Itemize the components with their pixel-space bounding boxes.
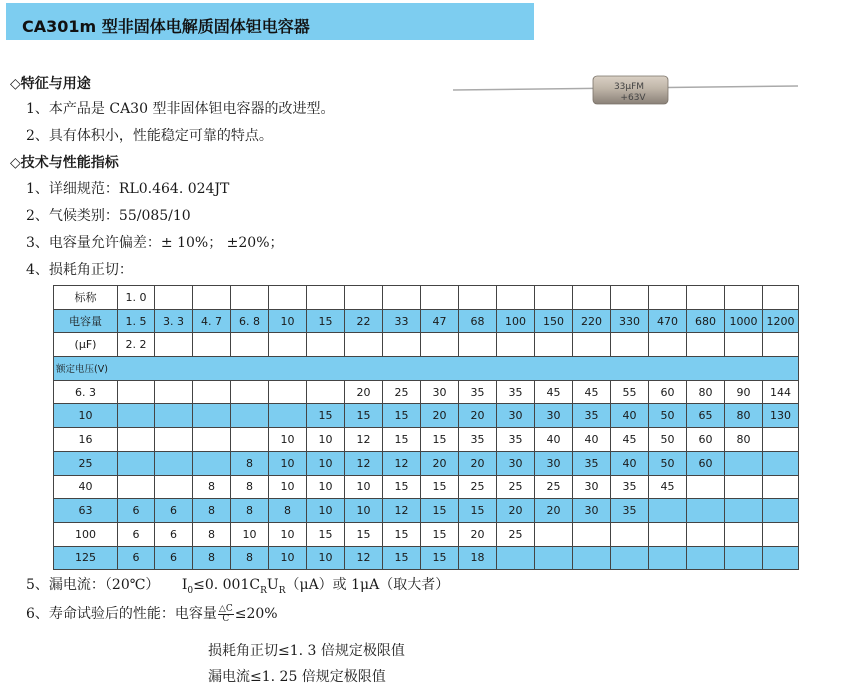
table-row — [54, 428, 799, 452]
table-cell: 8 — [231, 475, 269, 499]
table-cell: 1200 — [763, 309, 799, 333]
table-cell: 30 — [421, 380, 459, 404]
table-cell — [155, 404, 193, 428]
table-cell — [231, 333, 269, 357]
table-cell: 35 — [459, 428, 497, 452]
table-cell: 45 — [649, 475, 687, 499]
table-cell — [763, 475, 799, 499]
table-cell — [118, 475, 155, 499]
table-cell: 10 — [307, 546, 345, 570]
table-cell — [687, 286, 725, 310]
leakage-line — [26, 574, 449, 596]
table-cell: 4. 7 — [193, 309, 231, 333]
table-cell: 40 — [573, 428, 611, 452]
table-cell: 80 — [725, 428, 763, 452]
table-cell: 6. 8 — [231, 309, 269, 333]
table-cell — [193, 380, 231, 404]
table-cell: 35 — [497, 428, 535, 452]
table-cell — [307, 286, 345, 310]
dissipation-factor-table — [53, 285, 799, 570]
table-cell: 125 — [54, 546, 118, 570]
table-cell — [725, 333, 763, 357]
table-row — [54, 499, 799, 523]
table-cell — [345, 333, 383, 357]
table-cell: 25 — [497, 522, 535, 546]
table-cell: 80 — [687, 380, 725, 404]
feature-line-2: 2、具有体积小，性能稳定可靠的特点。 — [26, 128, 273, 144]
table-cell: 标称 — [54, 286, 118, 310]
table-cell: 1. 0 — [118, 286, 155, 310]
table-cell — [687, 522, 725, 546]
table-cell — [573, 333, 611, 357]
table-cell: 6 — [155, 546, 193, 570]
table-cell: 30 — [535, 404, 573, 428]
table-cell — [649, 522, 687, 546]
table-cell — [118, 428, 155, 452]
table-cell — [421, 333, 459, 357]
table-cell — [459, 286, 497, 310]
table-cell — [155, 286, 193, 310]
table-cell — [155, 380, 193, 404]
table-cell: 33 — [383, 309, 421, 333]
table-cell: 6 — [155, 522, 193, 546]
table-cell: 68 — [459, 309, 497, 333]
table-cell: 15 — [421, 428, 459, 452]
table-cell: 电容量 — [54, 309, 118, 333]
table-cell: 10 — [54, 404, 118, 428]
table-cell: 30 — [497, 404, 535, 428]
table-cell: 3. 3 — [155, 309, 193, 333]
table-cell — [649, 499, 687, 523]
life-leakage-line: 漏电流≤1. 25 倍规定极限值 — [208, 669, 386, 685]
table-cell — [687, 475, 725, 499]
table-cell: 8 — [231, 451, 269, 475]
table-row — [54, 522, 799, 546]
table-cell — [725, 451, 763, 475]
table-cell: 8 — [269, 499, 307, 523]
table-cell: 8 — [231, 499, 269, 523]
tech-heading: ◇技术与性能指标 — [10, 155, 119, 171]
table-cell: 12 — [345, 546, 383, 570]
table-cell: 40 — [611, 404, 649, 428]
table-cell — [193, 333, 231, 357]
table-cell: 20 — [459, 522, 497, 546]
table-cell — [155, 475, 193, 499]
table-cell: 6 — [118, 546, 155, 570]
table-cell: 35 — [573, 451, 611, 475]
table-row — [54, 404, 799, 428]
table-cell: 30 — [535, 451, 573, 475]
table-cell — [687, 333, 725, 357]
table-cell: 35 — [497, 380, 535, 404]
table-cell: 16 — [54, 428, 118, 452]
table-row — [54, 451, 799, 475]
table-cell: (μF) — [54, 333, 118, 357]
table-cell — [649, 333, 687, 357]
table-cell — [763, 522, 799, 546]
table-cell — [269, 380, 307, 404]
table-cell: 1000 — [725, 309, 763, 333]
table-cell: 100 — [54, 522, 118, 546]
table-cell — [459, 333, 497, 357]
table-cell: 90 — [725, 380, 763, 404]
table-cell: 10 — [307, 451, 345, 475]
table-cell: 15 — [307, 309, 345, 333]
table-cell: 15 — [345, 522, 383, 546]
table-cell: 8 — [193, 475, 231, 499]
table-cell — [535, 333, 573, 357]
table-cell: 25 — [535, 475, 573, 499]
table-cell: 60 — [687, 428, 725, 452]
table-row — [54, 475, 799, 499]
table-cell — [345, 286, 383, 310]
feature-line-1: 1、本产品是 CA30 型非固体钽电容器的改进型。 — [26, 101, 335, 117]
table-cell: 63 — [54, 499, 118, 523]
table-cell: 20 — [459, 451, 497, 475]
table-cell: 8 — [193, 499, 231, 523]
table-cell: 10 — [269, 309, 307, 333]
table-cell — [497, 333, 535, 357]
table-cell: 40 — [54, 475, 118, 499]
table-cell: 1. 5 — [118, 309, 155, 333]
capacitor-label-1: 33μFM — [613, 82, 645, 92]
table-cell — [763, 451, 799, 475]
table-cell: 15 — [307, 404, 345, 428]
table-cell — [269, 286, 307, 310]
table-cell — [118, 451, 155, 475]
tech-line-2: 2、气候类别：55/085/10 — [26, 208, 191, 224]
cap-header-row-3 — [54, 333, 799, 357]
table-cell: 65 — [687, 404, 725, 428]
table-cell: 25 — [54, 451, 118, 475]
table-cell: 20 — [459, 404, 497, 428]
table-cell: 330 — [611, 309, 649, 333]
table-cell — [687, 546, 725, 570]
table-cell: 15 — [383, 522, 421, 546]
table-cell: 680 — [687, 309, 725, 333]
table-cell — [763, 333, 799, 357]
life-label: 6、寿命试验后的性能：电容量 — [26, 606, 217, 622]
table-cell: 12 — [383, 451, 421, 475]
table-cell — [231, 404, 269, 428]
table-cell — [231, 286, 269, 310]
table-cell: 6 — [118, 522, 155, 546]
tech-line-4: 4、损耗角正切： — [26, 262, 133, 278]
table-cell: 20 — [345, 380, 383, 404]
table-cell — [725, 522, 763, 546]
table-cell: 2. 2 — [118, 333, 155, 357]
table-cell — [118, 404, 155, 428]
table-cell: 470 — [649, 309, 687, 333]
table-cell: 15 — [421, 522, 459, 546]
table-cell: 130 — [763, 404, 799, 428]
table-cell — [687, 499, 725, 523]
table-cell — [611, 286, 649, 310]
table-cell: 20 — [535, 499, 573, 523]
table-cell — [763, 546, 799, 570]
table-cell — [231, 428, 269, 452]
table-cell: 20 — [497, 499, 535, 523]
table-cell — [611, 522, 649, 546]
table-cell: 10 — [231, 522, 269, 546]
table-cell: 50 — [649, 428, 687, 452]
table-cell: 144 — [763, 380, 799, 404]
table-cell — [725, 499, 763, 523]
table-cell: 150 — [535, 309, 573, 333]
page-title: CA301m 型非固体电解质固体钽电容器 — [22, 17, 310, 36]
table-cell: 8 — [193, 546, 231, 570]
tech-line-3: 3、电容量允许偏差：± 10%； ±20%； — [26, 235, 284, 251]
table-row — [54, 546, 799, 570]
table-cell: 35 — [611, 499, 649, 523]
table-cell: 10 — [269, 522, 307, 546]
table-cell — [763, 428, 799, 452]
table-cell — [118, 380, 155, 404]
table-cell — [611, 546, 649, 570]
table-cell — [725, 475, 763, 499]
delta-c-fraction: $\frac{\triangle C}{C}$ — [218, 603, 233, 624]
tech-line-1: 1、详细规范：RL0.464. 024JT — [26, 181, 230, 197]
table-cell — [383, 333, 421, 357]
table-cell — [193, 428, 231, 452]
table-cell: 47 — [421, 309, 459, 333]
cap-header-row-1 — [54, 286, 799, 310]
table-cell: 6 — [118, 499, 155, 523]
table-cell: 45 — [573, 380, 611, 404]
table-cell: 25 — [459, 475, 497, 499]
voltage-header-row — [54, 357, 799, 381]
table-cell: 50 — [649, 451, 687, 475]
table-cell: 15 — [459, 499, 497, 523]
table-cell: 15 — [383, 475, 421, 499]
table-cell: 12 — [383, 499, 421, 523]
table-cell: 10 — [269, 546, 307, 570]
table-cell — [535, 522, 573, 546]
table-cell — [573, 546, 611, 570]
table-cell: 10 — [269, 428, 307, 452]
table-cell: 15 — [421, 475, 459, 499]
table-cell: 15 — [421, 499, 459, 523]
table-cell: 40 — [535, 428, 573, 452]
table-cell: 80 — [725, 404, 763, 428]
table-cell: 60 — [649, 380, 687, 404]
table-cell — [535, 546, 573, 570]
table-cell — [193, 286, 231, 310]
table-cell: 50 — [649, 404, 687, 428]
table-cell: 15 — [421, 546, 459, 570]
table-cell — [155, 428, 193, 452]
cap-header-row-2 — [54, 309, 799, 333]
table-cell: 15 — [307, 522, 345, 546]
table-cell: 220 — [573, 309, 611, 333]
capacitor-label-2: +63V — [620, 93, 646, 103]
table-cell: 12 — [345, 451, 383, 475]
life-line: 6、寿命试验后的性能：电容量 $\frac{\triangle C}{C}$ ≤20% — [26, 603, 278, 624]
life-dissipation-line: 损耗角正切≤1. 3 倍规定极限值 — [208, 643, 405, 659]
table-cell — [269, 404, 307, 428]
table-cell: 35 — [573, 404, 611, 428]
leakage-formula: $I_0\le 0$. $001C_RU_R(\mu A)$或 1μA（取大者） — [181, 577, 450, 596]
table-cell: 22 — [345, 309, 383, 333]
table-cell: 10 — [307, 499, 345, 523]
table-cell — [269, 333, 307, 357]
features-heading: ◇特征与用途 — [10, 76, 91, 92]
table-cell: 6 — [155, 499, 193, 523]
table-cell: 60 — [687, 451, 725, 475]
table-cell: 25 — [383, 380, 421, 404]
table-cell: 30 — [497, 451, 535, 475]
table-cell — [155, 333, 193, 357]
leakage-label: 5、漏电流：（20℃） — [26, 577, 160, 593]
table-cell: 8 — [231, 546, 269, 570]
table-cell: 45 — [611, 428, 649, 452]
table-cell: 40 — [611, 451, 649, 475]
table-cell — [307, 333, 345, 357]
table-cell: 18 — [459, 546, 497, 570]
table-cell: 55 — [611, 380, 649, 404]
table-cell — [497, 546, 535, 570]
table-cell — [573, 286, 611, 310]
table-cell — [421, 286, 459, 310]
table-cell — [307, 380, 345, 404]
table-cell — [763, 286, 799, 310]
table-cell: 30 — [573, 475, 611, 499]
table-cell: 35 — [611, 475, 649, 499]
table-cell: 12 — [345, 428, 383, 452]
table-cell: 15 — [345, 404, 383, 428]
table-cell: 10 — [307, 428, 345, 452]
table-cell — [155, 451, 193, 475]
capacitor-image — [453, 60, 798, 115]
table-cell: 100 — [497, 309, 535, 333]
title-bar — [6, 3, 534, 40]
table-cell: 35 — [459, 380, 497, 404]
table-cell — [611, 333, 649, 357]
table-cell: 45 — [535, 380, 573, 404]
table-cell — [535, 286, 573, 310]
table-cell — [649, 546, 687, 570]
table-cell: 25 — [497, 475, 535, 499]
table-cell: 10 — [307, 475, 345, 499]
table-cell — [497, 286, 535, 310]
table-cell: 30 — [573, 499, 611, 523]
table-cell: 10 — [345, 499, 383, 523]
table-cell — [193, 404, 231, 428]
table-cell: 额定电压(V) — [54, 357, 799, 381]
table-cell — [725, 286, 763, 310]
table-cell: 10 — [345, 475, 383, 499]
table-row — [54, 380, 799, 404]
table-cell — [763, 499, 799, 523]
table-cell — [383, 286, 421, 310]
table-cell: 15 — [383, 404, 421, 428]
table-cell — [573, 522, 611, 546]
table-cell — [725, 546, 763, 570]
table-cell — [193, 451, 231, 475]
table-cell: 15 — [383, 428, 421, 452]
table-cell: 6. 3 — [54, 380, 118, 404]
table-cell: 8 — [193, 522, 231, 546]
table-cell: 20 — [421, 404, 459, 428]
table-cell — [231, 380, 269, 404]
table-cell — [649, 286, 687, 310]
table-cell: 10 — [269, 475, 307, 499]
table-cell: 15 — [383, 546, 421, 570]
table-cell: 10 — [269, 451, 307, 475]
table-cell: 20 — [421, 451, 459, 475]
